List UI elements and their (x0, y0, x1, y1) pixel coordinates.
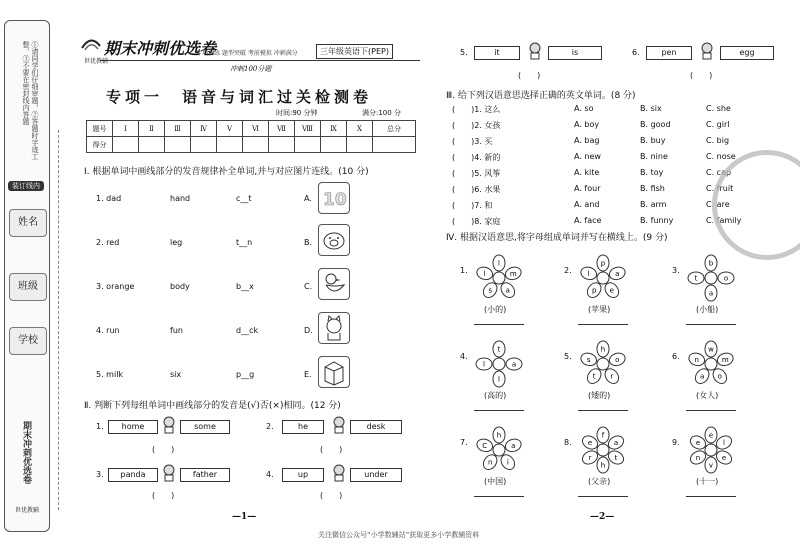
pic-letter: E. (304, 370, 312, 379)
answer-paren[interactable]: ( ) (690, 71, 713, 80)
word-box: it (474, 46, 520, 60)
letter-flower-icon (474, 424, 524, 476)
flower-number: 1. (460, 266, 468, 275)
petal-letter: p (591, 286, 597, 295)
question-text[interactable]: ( )2. 女孩 (452, 121, 501, 130)
petal-letter: a (505, 286, 510, 295)
score-cell: Ⅳ (191, 121, 217, 137)
word-box: home (108, 420, 158, 434)
option-a: A. and (574, 200, 600, 209)
kid-icon (332, 464, 346, 482)
petal-letter: s (488, 286, 493, 295)
header-brand: 期末冲刺优选卷 (104, 39, 217, 58)
time-label: 时间:90 分钟 (276, 109, 318, 117)
petal-letter: w (708, 345, 714, 354)
question-text[interactable]: ( )6. 水果 (452, 185, 501, 194)
word-box: some (180, 420, 230, 434)
answer-paren[interactable]: ( ) (152, 445, 175, 454)
word-a: 5. milk (96, 370, 124, 379)
answer-paren[interactable]: ( ) (320, 445, 343, 454)
word-c[interactable]: c__t (236, 194, 252, 203)
flower-number: 2. (564, 266, 572, 275)
flower-center (705, 444, 717, 456)
petal-letter: C (482, 441, 488, 450)
petal-letter: r (610, 372, 614, 381)
option-a: A. four (574, 184, 601, 193)
kid-icon (528, 42, 542, 60)
word-c[interactable]: d__ck (236, 326, 259, 335)
pair-number: 2. (266, 422, 274, 431)
word-box: is (548, 46, 602, 60)
score-input[interactable] (347, 137, 373, 153)
petal-letter: n (487, 458, 493, 467)
option-c: C. she (706, 104, 731, 113)
score-value-row (87, 137, 416, 153)
word-c[interactable]: b__x (236, 282, 254, 291)
class-field[interactable]: 班级 (9, 273, 47, 301)
answer-line[interactable] (686, 496, 736, 497)
petal-letter: a (708, 289, 714, 298)
score-cell: Ⅰ (113, 121, 139, 137)
option-b: B. six (640, 104, 662, 113)
meaning-label: (矮的) (588, 391, 611, 400)
petal-letter: a (700, 372, 705, 381)
word-b: six (170, 370, 182, 379)
word-box: under (350, 468, 402, 482)
score-input[interactable] (243, 137, 269, 153)
option-b: B. buy (640, 136, 666, 145)
petal-letter: l (483, 269, 486, 278)
petal-letter: o (717, 372, 722, 381)
petal-letter: a (613, 439, 619, 447)
petal-letter: h (600, 345, 606, 354)
flower-number: 8. (564, 438, 572, 447)
option-c: C. are (706, 200, 730, 209)
flower-center (597, 444, 609, 456)
flower-center (493, 444, 505, 456)
word-box: egg (720, 46, 774, 60)
option-b: B. good (640, 120, 671, 129)
meaning-label: (苹果) (588, 305, 611, 314)
pair-number: 1. (96, 422, 104, 431)
petal-letter: h (600, 461, 606, 470)
page-number-right: —2— (590, 512, 615, 522)
option-c: C. family (706, 216, 742, 225)
option-c: C. cap (706, 168, 732, 177)
flower-number: 6. (672, 352, 680, 361)
word-b: fun (170, 326, 183, 335)
word-c[interactable]: t__n (236, 238, 253, 247)
petal-letter: n (694, 355, 699, 364)
option-b: B. arm (640, 200, 667, 209)
word-a: 4. run (96, 326, 120, 335)
answer-line[interactable] (474, 410, 524, 411)
sprint-label: 冲刺100分题 (230, 65, 272, 73)
seal-line (58, 130, 59, 510)
petal-letter: m (721, 355, 729, 364)
answer-line[interactable] (578, 410, 628, 411)
letter-flower-icon (474, 252, 524, 304)
word-box: pen (646, 46, 692, 60)
score-input[interactable] (217, 137, 243, 153)
section1-heading: Ⅰ. 根据单词中画线部分的发音规律补全单词,并与对应图片连线。(10 分) (84, 167, 369, 177)
petal-letter: a (615, 269, 620, 278)
score-cell: Ⅷ (295, 121, 321, 137)
option-c: C. big (706, 136, 730, 145)
pic-letter: C. (304, 282, 313, 291)
petal-letter: l (498, 259, 500, 268)
pic-letter: D. (304, 326, 313, 335)
question-text[interactable]: ( )7. 和 (452, 201, 493, 210)
letter-flower-icon (578, 252, 628, 304)
school-field[interactable]: 学校 (9, 327, 47, 355)
flower-center (597, 358, 609, 370)
flower-center (493, 358, 505, 370)
option-b: B. fish (640, 184, 665, 193)
flower-number: 7. (460, 438, 468, 447)
word-c[interactable]: p__g (236, 370, 255, 379)
petal-letter: e (609, 286, 614, 295)
petal-letter: t (694, 274, 698, 283)
question-text[interactable]: ( )1. 这么 (452, 105, 501, 114)
word-box: up (282, 468, 324, 482)
option-a: A. new (574, 152, 601, 161)
word-box: desk (350, 420, 402, 434)
full-marks-label: 满分:100 分 (362, 109, 401, 117)
score-cell: Ⅹ (347, 121, 373, 137)
meaning-label: (高的) (484, 391, 507, 400)
header-slogan: 专项训练 题型突破 考前模拟 冲刺满分 (196, 50, 298, 57)
score-cell: Ⅲ (165, 121, 191, 137)
petal-letter: v (708, 461, 714, 470)
word-b: leg (170, 238, 183, 247)
meaning-label: (父亲) (588, 477, 611, 486)
petal-letter: l (498, 375, 500, 384)
option-c: C. nose (706, 152, 736, 161)
answer-paren[interactable]: ( ) (152, 491, 175, 500)
petal-letter: n (695, 454, 701, 462)
petal-letter: f (601, 431, 605, 440)
score-cell: Ⅵ (243, 121, 269, 137)
answer-line[interactable] (578, 496, 628, 497)
word-b: body (170, 282, 190, 291)
pair-number: 6. (632, 48, 640, 57)
seal-badge: 装订线内 (8, 181, 44, 191)
duck-icon[interactable] (318, 268, 350, 300)
answer-paren[interactable]: ( ) (518, 71, 541, 80)
number-ten-icon[interactable] (318, 182, 350, 214)
kid-icon (162, 464, 176, 482)
flower-center (705, 358, 717, 370)
logo-icon (80, 32, 102, 56)
option-a: A. kite (574, 168, 600, 177)
page-title: 专项一 语音与词汇过关检测卷 (106, 88, 373, 106)
kid-icon (700, 42, 714, 60)
letter-flower-icon (686, 252, 736, 304)
score-input[interactable] (321, 137, 347, 153)
option-a: A. so (574, 104, 594, 113)
score-cell: 总分 (373, 121, 416, 137)
score-input[interactable] (191, 137, 217, 153)
pic-letter: A. (304, 194, 312, 203)
score-header-row (87, 121, 416, 137)
meaning-label: (小的) (484, 305, 507, 314)
petal-letter: a (511, 360, 517, 369)
score-table (86, 120, 416, 153)
petal-letter: e (708, 431, 714, 440)
petal-letter: l (483, 360, 485, 369)
pig-icon[interactable] (318, 224, 350, 256)
flower-number: 5. (564, 352, 572, 361)
sidebar-publisher: 世优教辅 (14, 507, 39, 514)
option-b: B. toy (640, 168, 664, 177)
header-publisher: 世优教辅 (84, 58, 109, 65)
kid-icon (162, 416, 176, 434)
box-icon[interactable] (318, 356, 350, 388)
answer-paren[interactable]: ( ) (320, 491, 343, 500)
score-cell: Ⅱ (139, 121, 165, 137)
score-input[interactable] (295, 137, 321, 153)
score-input[interactable] (373, 137, 416, 153)
flower-center (705, 272, 717, 284)
score-input[interactable] (113, 137, 139, 153)
score-cell: 得分 (87, 137, 113, 153)
word-box: panda (108, 468, 158, 482)
petal-letter: h (496, 431, 502, 440)
word-box: he (282, 420, 324, 434)
seal-stamp-icon (712, 150, 800, 260)
petal-letter: s (586, 355, 591, 364)
score-cell: Ⅸ (321, 121, 347, 137)
pic-letter: B. (304, 238, 313, 247)
score-cell: Ⅴ (217, 121, 243, 137)
letter-flower-icon (686, 338, 736, 390)
footer-note: 关注微信公众号“小学数辅站”获取更多小学教辅资料 (318, 531, 480, 539)
word-a: 1. dad (96, 194, 122, 203)
meaning-label: (中国) (484, 477, 507, 486)
meaning-label: (女人) (696, 391, 719, 400)
answer-line[interactable] (578, 324, 628, 325)
letter-flower-icon (686, 424, 736, 476)
option-c: C. fruit (706, 184, 734, 193)
answer-line[interactable] (686, 324, 736, 325)
score-input[interactable] (165, 137, 191, 153)
question-text[interactable]: ( )4. 新的 (452, 153, 501, 162)
word-box: father (180, 468, 230, 482)
letter-flower-icon (578, 424, 628, 476)
flower-center (597, 272, 609, 284)
score-input[interactable] (139, 137, 165, 153)
name-field[interactable]: 姓名 (9, 209, 47, 237)
question-text[interactable]: ( )8. 家庭 (452, 217, 501, 226)
pair-number: 3. (96, 470, 104, 479)
petal-letter: e (721, 454, 727, 462)
petal-letter: r (588, 454, 592, 462)
binding-strip (4, 20, 50, 532)
petal-letter: i (506, 458, 509, 467)
notice-text: ①请同学们仔细审题，②答题时字迹工整，③不要在密封线内答题 (22, 41, 39, 160)
petal-letter: e (587, 439, 593, 447)
svg-text:10: 10 (323, 190, 347, 210)
score-cell: 题号 (87, 121, 113, 137)
option-a: A. bag (574, 136, 600, 145)
flower-number: 4. (460, 352, 468, 361)
word-a: 3. orange (96, 282, 135, 291)
answer-line[interactable] (474, 324, 524, 325)
meaning-label: (十一) (696, 477, 719, 486)
petal-letter: b (708, 259, 714, 268)
petal-letter: m (509, 269, 517, 278)
petal-letter: o (615, 355, 620, 364)
petal-letter: p (600, 259, 606, 268)
question-text[interactable]: ( )5. 风筝 (452, 169, 501, 178)
petal-letter: t (592, 372, 596, 381)
flower-number: 9. (672, 438, 680, 447)
subject-label: 三年级英语下(PEP) (316, 44, 393, 59)
flower-center (493, 272, 505, 284)
option-a: A. boy (574, 120, 600, 129)
score-input[interactable] (269, 137, 295, 153)
petal-letter: l (587, 269, 590, 278)
cat-icon[interactable] (318, 312, 350, 344)
petal-letter: l (723, 439, 725, 447)
page-number-left: —1— (232, 512, 257, 522)
kid-icon (332, 416, 346, 434)
question-text[interactable]: ( )3. 买 (452, 137, 493, 146)
petal-letter: o (723, 274, 729, 283)
pair-number: 4. (266, 470, 274, 479)
flower-number: 3. (672, 266, 680, 275)
option-a: A. face (574, 216, 602, 225)
answer-line[interactable] (474, 496, 524, 497)
meaning-label: (小船) (696, 305, 719, 314)
letter-flower-icon (578, 338, 628, 390)
score-cell: Ⅶ (269, 121, 295, 137)
sidebar-brand: 期末冲刺优选卷 (21, 421, 31, 484)
petal-letter: t (497, 345, 501, 354)
word-a: 2. red (96, 238, 120, 247)
section4-heading: Ⅳ. 根据汉语意思,将字母组成单词并写在横线上。(9 分) (446, 233, 668, 243)
petal-letter: e (695, 439, 701, 447)
pair-number: 5. (460, 48, 468, 57)
option-c: C. girl (706, 120, 730, 129)
answer-line[interactable] (686, 410, 736, 411)
letter-flower-icon (474, 338, 524, 390)
petal-letter: t (614, 454, 618, 462)
header-rule (100, 60, 420, 61)
section3-heading: Ⅲ. 给下列汉语意思选择正确的英文单词。(8 分) (446, 91, 636, 101)
word-b: hand (170, 194, 191, 203)
section2-heading: Ⅱ. 判断下列每组单词中画线部分的发音是(√)否(×)相同。(12 分) (84, 401, 341, 411)
option-b: B. nine (640, 152, 668, 161)
petal-letter: a (511, 441, 516, 450)
option-b: B. funny (640, 216, 674, 225)
